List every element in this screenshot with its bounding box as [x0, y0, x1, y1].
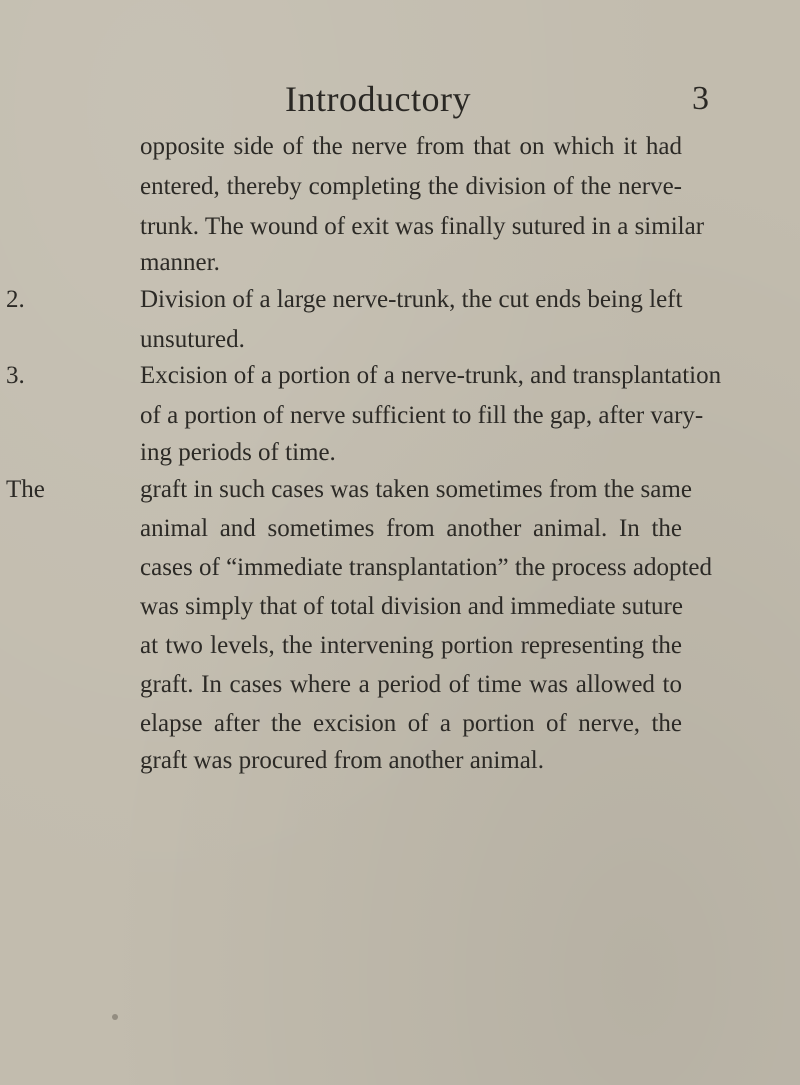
text-line: was simply that of total division and immediate suture	[140, 593, 683, 620]
text-line: unsutured.	[140, 326, 245, 353]
running-head	[0, 60, 800, 120]
text-line: opposite side of the nerve from that on which it had	[140, 133, 682, 160]
text-line: Excision of a portion of a nerve-trunk, and transplantation	[140, 362, 722, 389]
text-line: cases of “immediate transplantation” the process adopted	[140, 554, 713, 581]
text-line: animal and sometimes from another animal. In the	[140, 515, 682, 542]
paper-blemish	[112, 1014, 118, 1020]
text-line: Division of a large nerve-trunk, the cut ends being left	[140, 286, 683, 313]
text-line: graft in such cases was taken sometimes from the same	[140, 476, 692, 503]
text-line: of a portion of nerve sufficient to fill the gap, after vary-	[140, 402, 704, 429]
text-line: graft. In cases where a period of time was allowed to	[140, 671, 682, 698]
text-line: manner.	[140, 249, 220, 276]
chapter-title: Introductory	[285, 79, 471, 119]
paragraph-lead-word: The	[6, 476, 45, 503]
text-line: elapse after the excision of a portion of nerve, the	[140, 710, 682, 737]
text-line: ing periods of time.	[140, 439, 336, 466]
list-marker: 2.	[6, 286, 25, 313]
text-line: trunk. The wound of exit was finally sutured in a similar	[140, 213, 705, 240]
page-number: 3	[692, 80, 709, 117]
text-line: entered, thereby completing the division of the nerve-	[140, 173, 682, 200]
list-marker: 3.	[6, 362, 25, 389]
text-line: at two levels, the intervening portion representing the	[140, 632, 682, 659]
text-line: graft was procured from another animal.	[140, 747, 545, 774]
